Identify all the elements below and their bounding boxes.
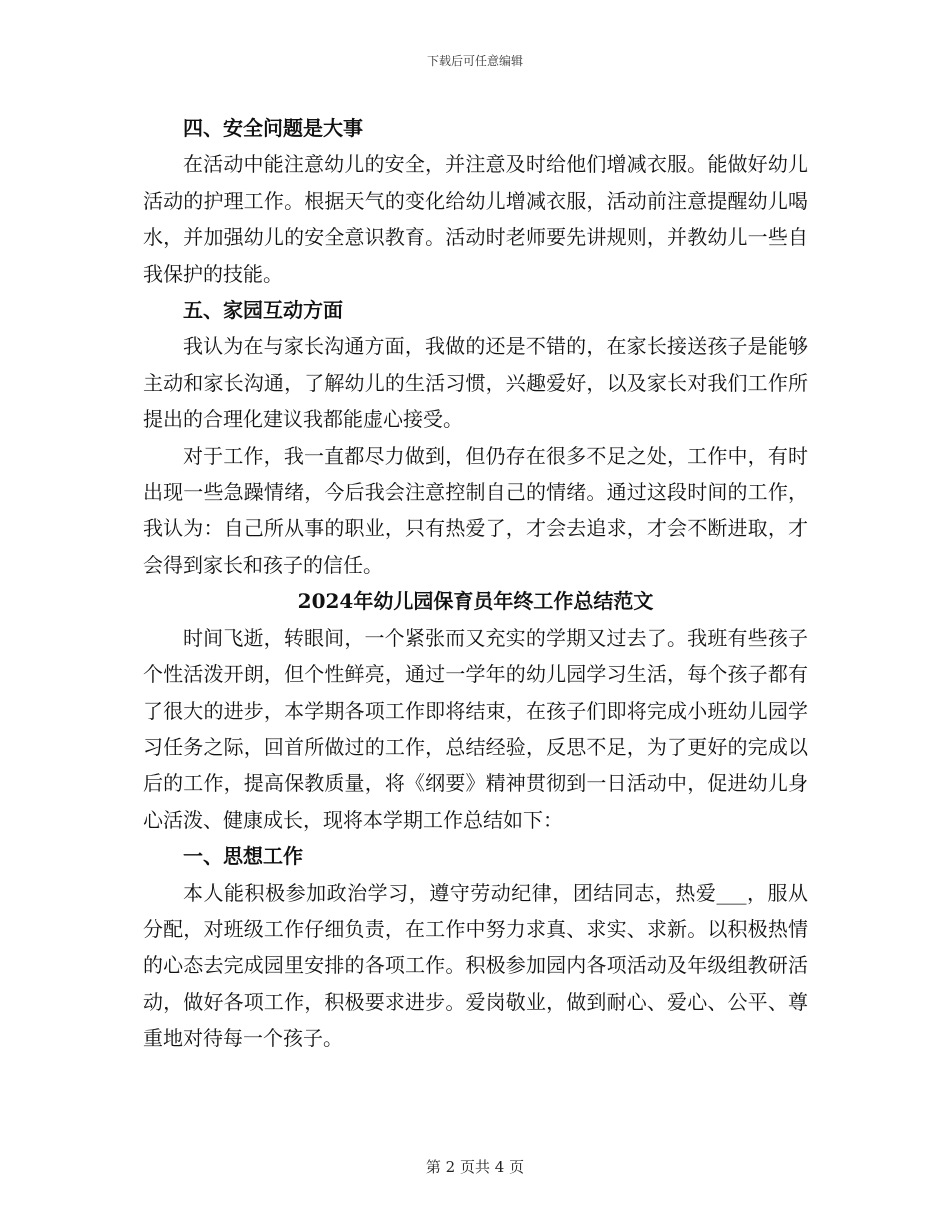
paragraph-ideology: 本人能积极参加政治学习，遵守劳动纪律，团结同志，热爱___，服从分配，对班级工作仔细负责，在工作中努力求真、求实、求新。以积极热情的心态去完成园里安排的各项工作。积极参加园内各项活动及年级组教研活动，做好各项工作，积极要求进步。爱岗敬业，做到耐心、爱心、公平、尊重地对待每一个孩子。 (143, 880, 808, 1051)
document-title: 2024年幼儿园保育员年终工作总结范文 (297, 589, 654, 614)
section-heading-ideology: 一、思想工作 (183, 844, 303, 869)
paragraph-intro: 时间飞逝，转眼间，一个紧张而又充实的学期又过去了。我班有些孩子个性活泼开朗，但个性鲜亮，通过一学年的幼儿园学习生活，每个孩子都有了很大的进步，本学期各项工作即将结束，在孩子们即将完成小班幼儿园学习任务之际，回首所做过的工作，总结经验，反思不足，为了更好的完成以后的工作，提高保教质量，将《纲要》精神贯彻到一日活动中，促进幼儿身心活泼、健康成长，现将本学期工作总结如下： (143, 625, 808, 832)
section-heading-home-school: 五、家园互动方面 (183, 298, 343, 323)
page-footer: 第 2 页共 4 页 (425, 1158, 525, 1176)
paragraph-parent-communication: 我认为在与家长沟通方面，我做的还是不错的，在家长接送孩子是能够主动和家长沟通，了解幼儿的生活习惯，兴趣爱好，以及家长对我们工作所提出的合理化建议我都能虚心接受。 (143, 334, 808, 432)
paragraph-safety: 在活动中能注意幼儿的安全，并注意及时给他们增减衣服。能做好幼儿活动的护理工作。根据天气的变化给幼儿增减衣服，活动前注意提醒幼儿喝水，并加强幼儿的安全意识教育。活动时老师要先讲规则，并教幼儿一些自我保护的技能。 (143, 152, 808, 286)
page-header: 下载后可任意编辑 (426, 54, 523, 68)
paragraph-self-reflection: 对于工作，我一直都尽力做到，但仍存在很多不足之处，工作中，有时出现一些急躁情绪，今后我会注意控制自己的情绪。通过这段时间的工作，我认为：自己所从事的职业，只有热爱了，才会去追求，才会不断进取，才会得到家长和孩子的信任。 (143, 443, 808, 577)
document-body (143, 110, 808, 1057)
section-heading-safety: 四、安全问题是大事 (183, 116, 363, 140)
